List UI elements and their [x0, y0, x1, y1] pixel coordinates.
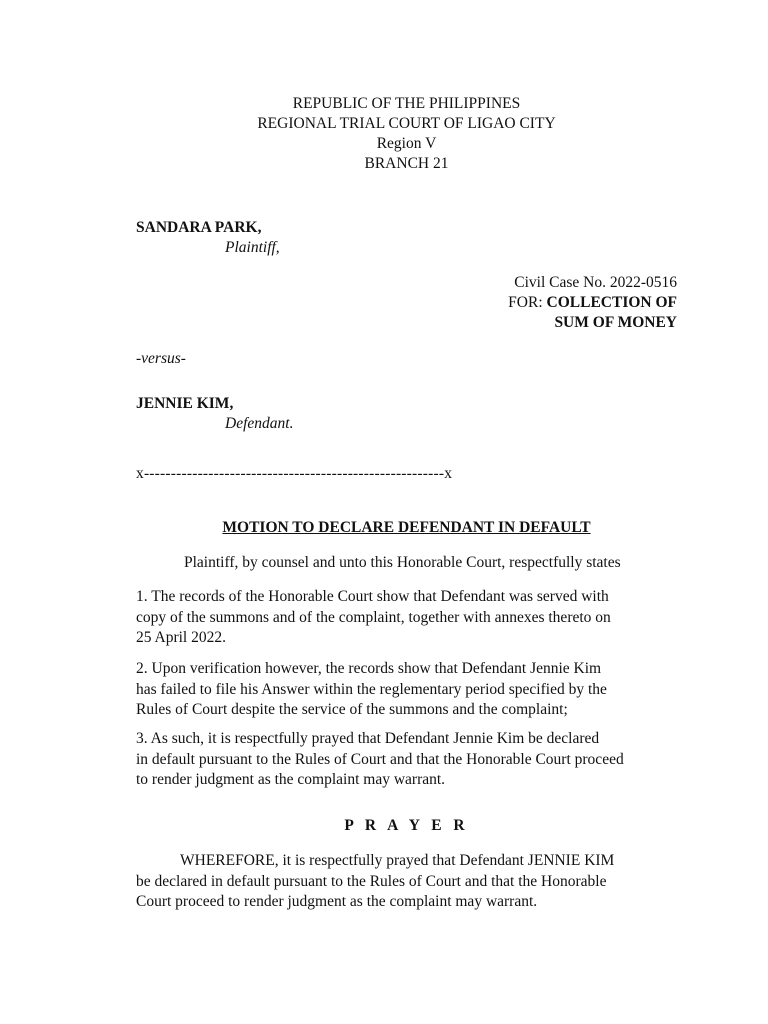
paragraph-1 [136, 587, 678, 649]
header-republic: REPUBLIC OF THE PHILIPPINES [292, 95, 521, 112]
defendant-role: Defendant. [225, 415, 294, 432]
prayer-line: WHEREFORE, it is respectfully prayed that Defendant JENNIE KIM [180, 852, 615, 869]
paragraph-1-line: copy of the summons and of the complaint, together with annexes thereto on [136, 608, 611, 626]
paragraph-2 [136, 659, 678, 721]
paragraph-2-line: has failed to file his Answer within the reglementary period specified by the [136, 680, 607, 698]
motion-title: MOTION TO DECLARE DEFENDANT IN DEFAULT [222, 519, 591, 536]
plaintiff-role: Plaintiff, [225, 239, 280, 256]
paragraph-1-line: 25 April 2022. [136, 629, 226, 646]
case-for-line1 [508, 295, 677, 311]
for-value-line1: COLLECTION OF [546, 294, 677, 311]
paragraph-1-line: 1. The records of the Honorable Court show that Defendant was served with [136, 588, 609, 605]
for-label: FOR: [508, 294, 547, 311]
paragraph-3-line: 3. As such, it is respectfully prayed that Defendant Jennie Kim be declared [136, 730, 600, 747]
for-value-line2: SUM OF MONEY [554, 314, 677, 331]
paragraph-2-line: 2. Upon verification however, the records show that Defendant Jennie Kim [136, 660, 602, 677]
paragraph-3 [136, 729, 678, 791]
paragraph-3-line: in default pursuant to the Rules of Court and that the Honorable Court proceed [136, 750, 624, 768]
header-court: REGIONAL TRIAL COURT OF LIGAO CITY [257, 115, 556, 132]
prayer-line: be declared in default pursuant to the Rules of Court and that the Honorable [136, 872, 607, 890]
plaintiff-name: SANDARA PARK, [136, 219, 262, 236]
prayer-title: P R A Y E R [344, 817, 469, 834]
caption-separator: x--------------------------------------------------------x [136, 465, 453, 482]
prayer-line: Court proceed to render judgment as the complaint may warrant. [136, 893, 538, 910]
motion-intro: Plaintiff, by counsel and unto this Honorable Court, respectfully states [184, 554, 621, 571]
header-region: Region V [376, 135, 437, 152]
paragraph-2-line: Rules of Court despite the service of the summons and the complaint; [136, 701, 568, 718]
header-branch: BRANCH 21 [364, 155, 449, 172]
defendant-name: JENNIE KIM, [136, 395, 234, 412]
case-number: Civil Case No. 2022-0516 [514, 274, 677, 291]
prayer-body [136, 851, 678, 913]
versus: -versus- [136, 350, 186, 367]
paragraph-3-line: to render judgment as the complaint may warrant. [136, 771, 446, 788]
